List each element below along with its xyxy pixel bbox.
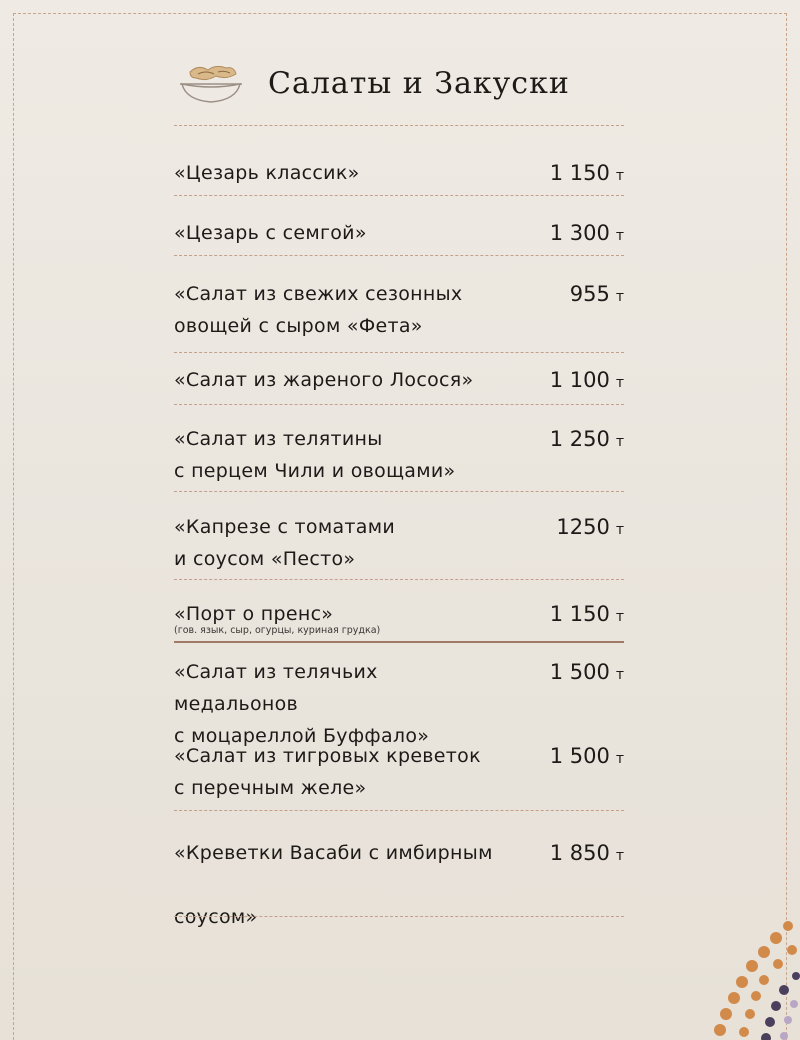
bowl-icon	[176, 60, 246, 106]
divider	[174, 491, 624, 492]
item-price: 1 150 т	[549, 602, 624, 626]
item-price: 1 250 т	[549, 427, 624, 451]
item-price: 1250 т	[556, 515, 624, 539]
divider	[174, 195, 624, 196]
divider	[174, 352, 624, 353]
divider	[174, 641, 624, 643]
decorative-dots	[680, 900, 800, 1040]
menu-item	[174, 364, 634, 400]
menu-item	[174, 656, 634, 747]
item-price: 1 300 т	[549, 221, 624, 245]
item-name: «Порт о пренс»	[174, 603, 334, 625]
section-title: Салаты и Закуски	[268, 65, 570, 101]
item-price: 1 100 т	[549, 368, 624, 392]
menu-item	[174, 423, 634, 491]
menu-item	[174, 511, 634, 579]
section-header	[176, 58, 636, 108]
item-name: «Креветки Васаби с имбирным соусом»	[174, 842, 493, 928]
item-description: (гов. язык, сыр, огурцы, куриная грудка)	[174, 625, 381, 636]
item-name: «Салат из телятины с перцем Чили и овощами»	[174, 428, 456, 482]
menu-item	[174, 278, 634, 346]
menu-item	[174, 837, 634, 928]
item-price: 1 500 т	[549, 744, 624, 768]
menu-item	[174, 740, 634, 808]
menu-item	[174, 157, 634, 193]
item-price: 1 850 т	[549, 841, 624, 865]
divider	[174, 579, 624, 580]
item-name: «Капрезе с томатами и соусом «Песто»	[174, 516, 396, 570]
item-name: «Салат из свежих сезонных овощей с сыром «Фета»	[174, 283, 463, 337]
menu-item	[174, 217, 634, 253]
divider	[174, 810, 624, 811]
divider	[174, 255, 624, 256]
divider	[174, 916, 624, 917]
divider	[174, 404, 624, 405]
divider	[174, 125, 624, 126]
item-price: 955 т	[569, 282, 624, 306]
item-price: 1 500 т	[549, 660, 624, 684]
item-name: «Салат из жареного Лосося»	[174, 369, 474, 391]
item-name: «Цезарь с семгой»	[174, 222, 367, 244]
item-name: «Салат из телячьих медальонов с моцареллой Буффало»	[174, 661, 430, 747]
menu-item	[174, 598, 634, 640]
item-name: «Салат из тигровых креветок с перечным желе»	[174, 745, 481, 799]
item-price: 1 150 т	[549, 161, 624, 185]
item-name: «Цезарь классик»	[174, 162, 360, 184]
